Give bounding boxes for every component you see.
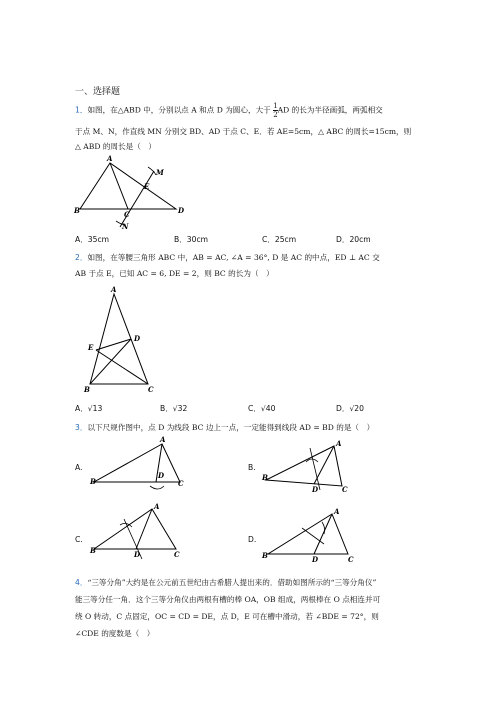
svg-text:B: B [90, 477, 96, 486]
label-N: N [122, 222, 129, 231]
q2-option-c[interactable]: C．√40 [248, 404, 276, 413]
svg-text:C: C [348, 555, 354, 564]
label-A: A [111, 285, 117, 294]
q1-option-b[interactable]: B．30cm [174, 235, 209, 244]
svg-text:B: B [90, 546, 96, 555]
question-4-line-4: ∠CDE 的度数是（ ） [75, 629, 155, 638]
svg-text:A: A [154, 502, 160, 511]
label-A: A [107, 154, 113, 163]
question-4-line-2: 能三等分任一角．这个三等分角仪由两根有槽的棒 OA，OB 组成，两根棒在 O 点相连并可 [75, 595, 381, 604]
q2-option-d[interactable]: D．√20 [336, 404, 364, 413]
question-4-line-1: 4．“三等分角”大约是在公元前五世纪由古希腊人提出来的．借助如图所示的“三等分角仪” [75, 578, 377, 587]
label-C: C [148, 385, 154, 394]
label-D: D [178, 206, 185, 215]
svg-text:A: A [334, 507, 340, 516]
label-B: B [84, 385, 90, 394]
q3-option-c[interactable]: C. [75, 535, 83, 544]
label-D: D [134, 334, 141, 343]
label-E: E [144, 182, 150, 191]
label-B: B [74, 206, 80, 215]
q1-option-d[interactable]: D．20cm [336, 235, 371, 244]
q3-option-d[interactable]: D. [248, 535, 257, 544]
question-4-line-3: 绕 O 转动，C 点固定，OC = CD = DE，点 D，E 可在槽中滑动，若 ∠BDE = 72°，则 [75, 612, 379, 621]
svg-text:B: B [262, 551, 268, 560]
svg-text:A: A [336, 439, 342, 448]
svg-text:B: B [262, 473, 268, 482]
question-2-line-2: AB 于点 E，已知 AC = 6, DE = 2，则 BC 的长为（ ） [75, 269, 274, 278]
svg-text:C: C [178, 479, 184, 488]
svg-text:C: C [342, 485, 348, 494]
question-1-line-1: 1．如图，在△ABD 中，分别以点 A 和点 D 为圆心，大于 $\frac{1}{2}$ AD 的长为半径画弧，两弧相交 [75, 102, 383, 119]
label-E: E [88, 343, 94, 352]
svg-text:D: D [134, 550, 141, 559]
svg-text:D: D [312, 485, 319, 494]
fraction: $\frac{1}{2}$ [273, 102, 278, 119]
question-3-line-1: 3．以下尺规作图中，点 D 为线段 BC 边上一点，一定能得到线段 AD = BD 的是（ ） [75, 423, 375, 432]
q3-figure-a [90, 435, 190, 490]
question-number: 1． [75, 105, 88, 115]
q3-option-a[interactable]: A. [75, 463, 83, 472]
svg-text:D: D [158, 471, 165, 480]
q2-option-b[interactable]: B．√32 [160, 404, 188, 413]
svg-text:D: D [312, 555, 319, 564]
label-C: C [124, 210, 130, 219]
q3-option-b[interactable]: B. [248, 463, 256, 472]
svg-text:A: A [160, 435, 166, 444]
question-1-line-3: △ ABD 的周长是（ ） [75, 142, 156, 151]
q1-option-a[interactable]: A．35cm [75, 235, 110, 244]
q3-figure-c [90, 502, 190, 560]
q1-figure [74, 155, 194, 235]
question-1-line-2: 于点 M、N，作直线 MN 分别交 BD、AD 于点 C、E．若 AE=5cm，△ ABC 的周长=15cm，则 [75, 127, 412, 136]
question-2-line-1: 2．如图，在等腰三角形 ABC 中，AB = AC, ∠A = 36°, D 是 AC 的中点，ED ⊥ AC 交 [75, 253, 380, 262]
label-M: M [156, 168, 164, 177]
q2-option-a[interactable]: A．√13 [75, 404, 103, 413]
svg-text:C: C [174, 550, 180, 559]
q3-figure-d [262, 507, 362, 565]
q2-figure [84, 285, 174, 398]
q3-figure-b [262, 440, 362, 495]
section-title: 一、选择题 [75, 87, 121, 97]
q1-option-c[interactable]: C．25cm [262, 235, 297, 244]
